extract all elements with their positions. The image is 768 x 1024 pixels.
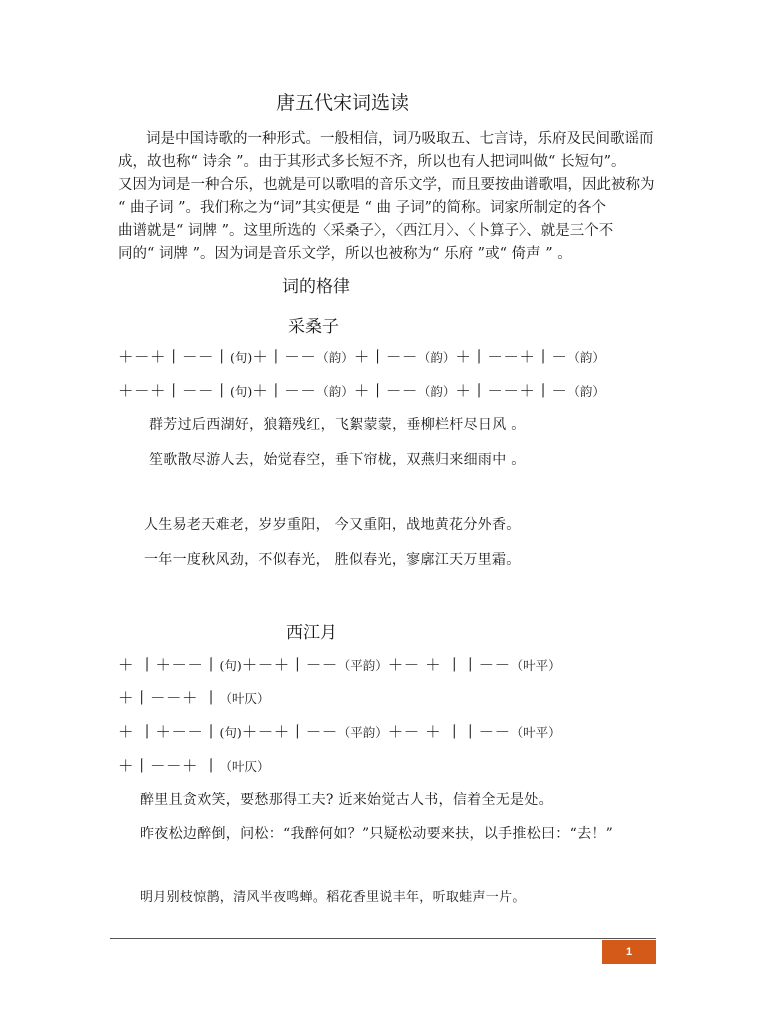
pattern-annotation: （韵） xyxy=(567,350,605,365)
pattern-segment: ＋－ ＋ 丨丨－－ xyxy=(387,656,511,674)
page-number-badge: 1 xyxy=(602,940,656,964)
pattern-annotation: （叶仄） xyxy=(219,759,270,774)
pattern-annotation: (句) xyxy=(230,384,253,399)
tonal-pattern-line xyxy=(118,686,269,708)
pattern-annotation: （平韵） xyxy=(337,725,388,740)
pattern-segment: ＋丨－－＋ 丨 xyxy=(118,689,220,707)
verse-line: 醉里且贪欢笑，要愁那得工夫? 近来始觉古人书，信着全无是处。 xyxy=(140,792,553,808)
pattern-segment: ＋丨－－＋ 丨 xyxy=(118,757,220,775)
tonal-pattern-line xyxy=(118,720,561,742)
pattern-segment: ＋丨－－＋丨－ xyxy=(455,348,568,366)
intro-line: 成，故也称“ 诗余 ”。由于其形式多长短不齐，所以也有人把词叫做“ 长短句”。 xyxy=(118,154,626,170)
intro-line: 曲谱就是“ 词牌 ”。这里所选的〈采桑子〉，〈西江月〉、〈卜算子〉、就是三个不 xyxy=(118,223,614,239)
pattern-annotation: （叶平） xyxy=(510,658,561,673)
pattern-annotation: （韵） xyxy=(417,350,456,365)
poem-title-caisangzi: 采桑子 xyxy=(288,317,339,337)
pattern-segment: ＋丨－－ xyxy=(252,382,317,400)
verse-line: 人生易老天难老，岁岁重阳， 今又重阳，战地黄花分外香。 xyxy=(144,517,521,533)
verse-line: 笙歌散尽游人去，始觉春空，垂下帘栊，双燕归来细雨中 。 xyxy=(149,452,526,468)
pattern-segment: ＋－＋丨－－丨 xyxy=(118,348,231,366)
pattern-annotation: （平韵） xyxy=(337,658,388,673)
page-title: 唐五代宋词选读 xyxy=(276,92,410,114)
verse-line: 一年一度秋风劲，不似春光， 胜似春光，寥廓江天万里霜。 xyxy=(144,552,521,568)
tonal-pattern-line xyxy=(118,653,561,675)
pattern-annotation: （韵） xyxy=(567,384,605,399)
pattern-segment: ＋－＋丨－－ xyxy=(241,656,338,674)
pattern-annotation: （韵） xyxy=(316,384,354,399)
pattern-segment: ＋ 丨＋－－丨 xyxy=(118,656,220,674)
footer-rule xyxy=(110,938,656,939)
pattern-annotation: (句) xyxy=(219,658,242,673)
intro-paragraph xyxy=(118,128,655,266)
pattern-annotation: （韵） xyxy=(417,384,456,399)
pattern-segment: ＋－＋丨－－丨 xyxy=(118,382,231,400)
intro-line: 词是中国诗歌的一种形式。一般相信，词乃吸取五、七言诗，乐府及民间歌谣而 xyxy=(146,131,654,147)
pattern-annotation: (句) xyxy=(230,350,253,365)
section-heading: 词的格律 xyxy=(282,277,350,297)
intro-line: “ 曲子词 ”。我们称之为“词”其实便是 “ 曲 子词”的简称。词家所制定的各个 xyxy=(118,200,607,216)
tonal-pattern-line xyxy=(118,754,269,776)
pattern-segment: ＋－ ＋ 丨丨－－ xyxy=(387,723,511,741)
pattern-segment: ＋ 丨＋－－丨 xyxy=(118,723,220,741)
pattern-annotation: （叶仄） xyxy=(219,691,270,706)
pattern-segment: ＋－＋丨－－ xyxy=(241,723,338,741)
pattern-annotation: （韵） xyxy=(316,350,354,365)
poem-title-xijiangyue: 西江月 xyxy=(286,623,337,643)
pattern-segment: ＋丨－－ xyxy=(353,382,418,400)
tonal-pattern-line xyxy=(118,379,605,401)
verse-line: 昨夜松边醉倒，问松：“我醉何如？”只疑松动要来扶，以手推松曰：“去！” xyxy=(140,826,614,842)
verse-line: 明月别枝惊鹊，清风半夜鸣蝉。稻花香里说丰年，听取蛙声一片。 xyxy=(140,890,526,905)
pattern-segment: ＋丨－－ xyxy=(252,348,317,366)
intro-line: 又因为词是一种合乐，也就是可以歌唱的音乐文学，而且要按曲谱歌唱，因此被称为 xyxy=(118,177,655,193)
pattern-segment: ＋丨－－ xyxy=(353,348,418,366)
pattern-annotation: (句) xyxy=(219,725,242,740)
pattern-segment: ＋丨－－＋丨－ xyxy=(455,382,568,400)
tonal-pattern-line xyxy=(118,345,605,367)
verse-line: 群芳过后西湖好，狼籍残红，飞絮蒙蒙，垂柳栏杆尽日风 。 xyxy=(149,417,526,433)
pattern-annotation: （叶平） xyxy=(510,725,561,740)
intro-line: 同的“ 词牌 ”。因为词是音乐文学，所以也被称为“ 乐府 ”或“ 倚声 ” 。 xyxy=(118,246,572,262)
